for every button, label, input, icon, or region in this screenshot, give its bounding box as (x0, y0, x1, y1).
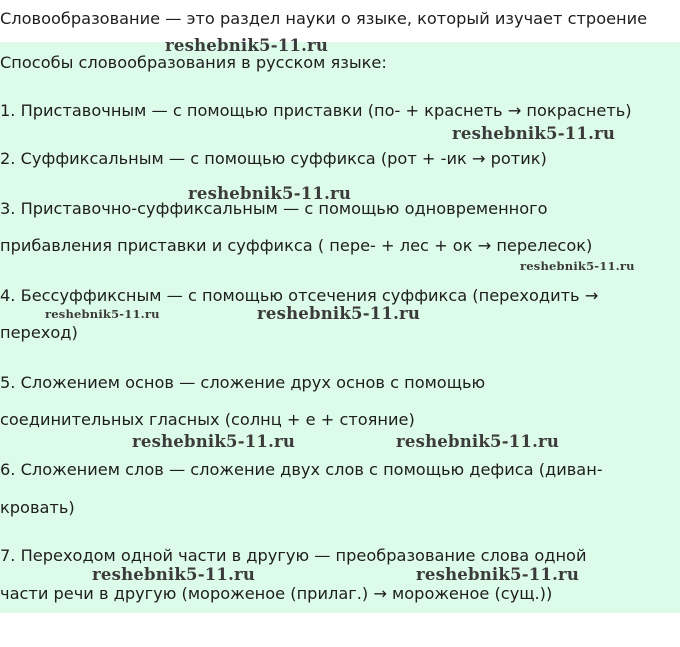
method-line: 1. Приставочным — с помощью приставки (по- + краснеть → покраснеть) (0, 101, 632, 120)
watermark: reshebnik5-11.ru (92, 565, 256, 584)
method-line: части речи в другую (мороженое (прилаг.) → мороженое (сущ.)) (0, 584, 553, 603)
watermark: reshebnik5-11.ru (396, 432, 560, 451)
method-line: кровать) (0, 498, 75, 517)
watermark: reshebnik5-11.ru (452, 124, 616, 143)
method-line: соединительных гласных (солнц + е + стояние) (0, 410, 415, 429)
watermark: reshebnik5-11.ru (45, 307, 160, 321)
method-line: 5. Сложением основ — сложение друх основ с помощью (0, 373, 486, 392)
method-line: 4. Бессуффиксным — с помощью отсечения суффикса (переходить → (0, 286, 599, 305)
method-line: 2. Суффиксальным — с помощью суффикса (рот + -ик → ротик) (0, 149, 547, 168)
methods-heading: Способы словообразования в русском языке: (0, 53, 387, 72)
watermark: reshebnik5-11.ru (520, 259, 635, 273)
watermark: reshebnik5-11.ru (257, 304, 421, 323)
intro-text: Словообразование — это раздел науки о языке, который изучает строение (0, 9, 648, 28)
method-line: прибавления приставки и суффикса ( пере- + лес + ок → перелесок) (0, 236, 593, 255)
method-line: 7. Переходом одной части в другую — преобразование слова одной (0, 546, 587, 565)
method-line: 3. Приставочно-суффиксальным — с помощью одновременного (0, 199, 548, 218)
watermark: reshebnik5-11.ru (416, 565, 580, 584)
method-line: переход) (0, 323, 78, 342)
watermark: reshebnik5-11.ru (188, 184, 352, 203)
watermark: reshebnik5-11.ru (132, 432, 296, 451)
watermark: reshebnik5-11.ru (165, 36, 329, 55)
method-line: 6. Сложением слов — сложение двух слов с помощью дефиса (диван- (0, 460, 603, 479)
